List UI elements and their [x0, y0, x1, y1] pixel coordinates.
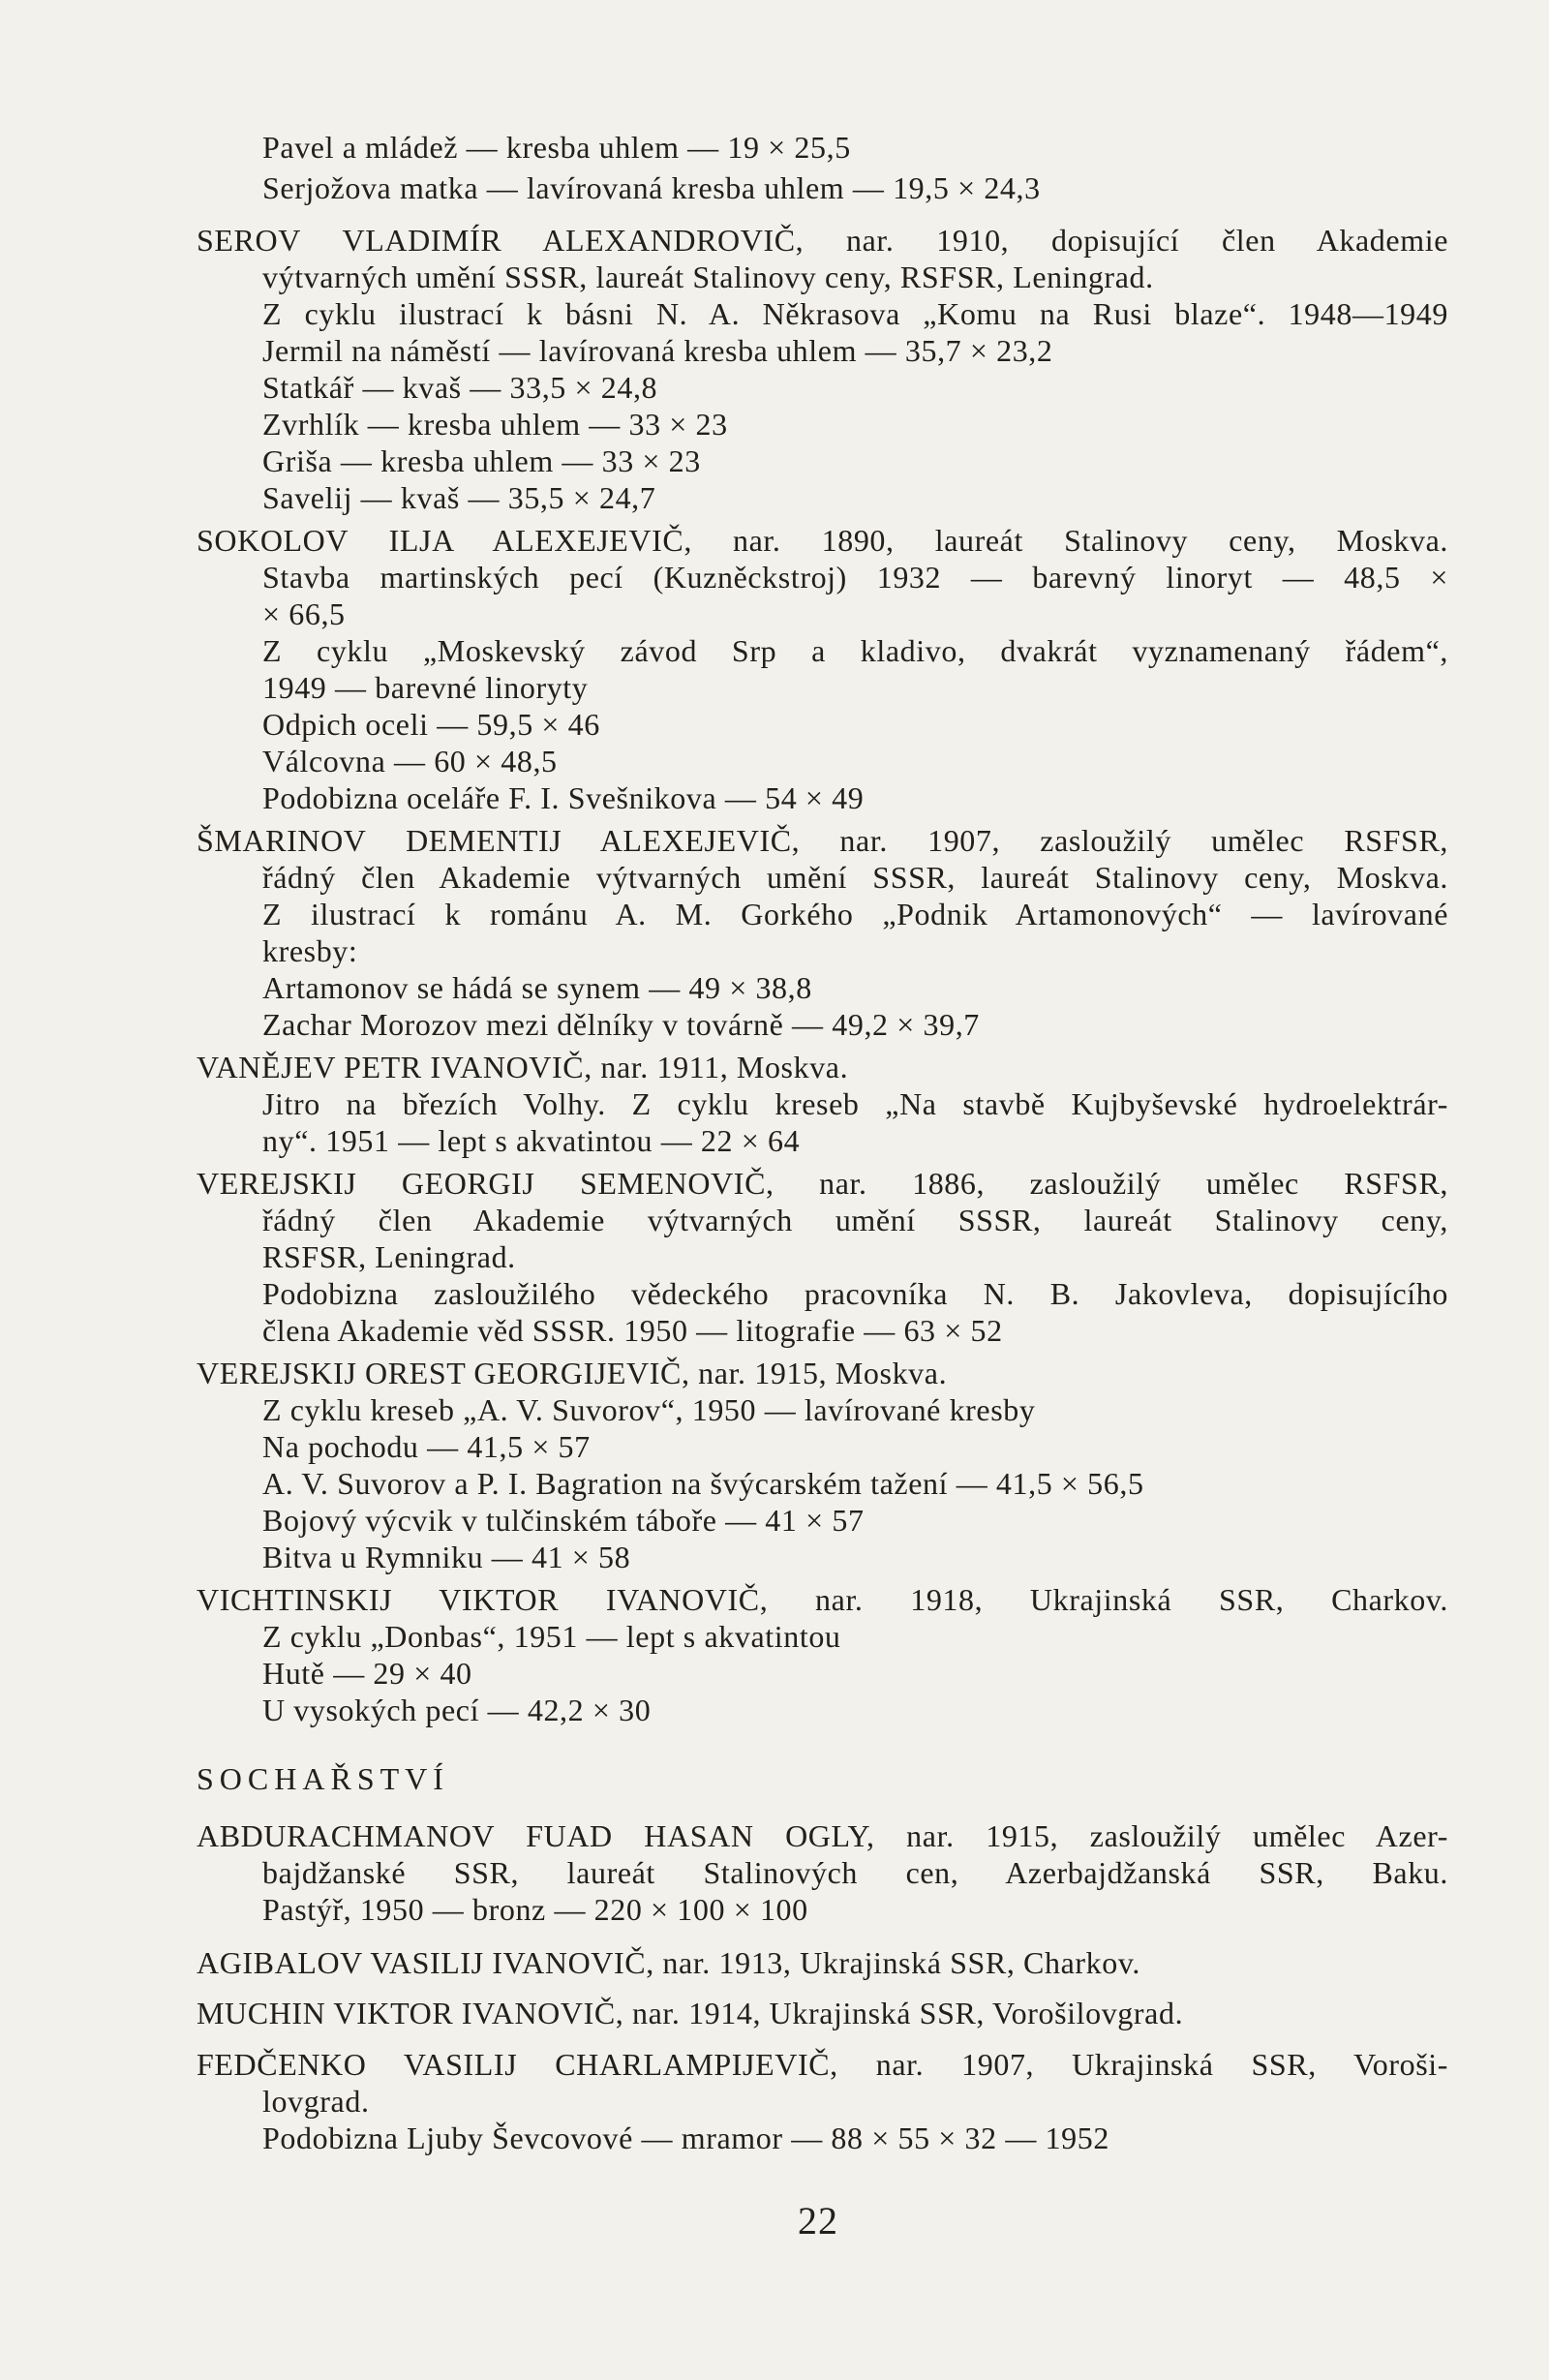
text-line: Z cyklu „Donbas“, 1951 — lept s akvatintou — [262, 1619, 841, 1654]
text-line: Savelij — kvaš — 35,5 × 24,7 — [262, 480, 656, 515]
text-line: bajdžanské SSR, laureát Stalinových cen, Azerbajdžanská SSR, Baku. — [262, 1855, 1448, 1890]
text-line: Podobizna zasloužilého vědeckého pracovníka N. B. Jakovleva, dopisujícího — [262, 1276, 1448, 1311]
text-line: kresby: — [262, 933, 358, 968]
text-line: Z ilustrací k románu A. M. Gorkého „Podnik Artamonových“ — lavírované — [262, 897, 1448, 931]
text-line: Bojový výcvik v tulčinském táboře — 41 × 57 — [262, 1503, 865, 1538]
entry-heading: ŠMARINOV DEMENTIJ ALEXEJEVIČ, nar. 1907, zasloužilý umělec RSFSR, — [197, 823, 1448, 858]
text-line: Statkář — kvaš — 33,5 × 24,8 — [262, 370, 658, 405]
text-line: Pavel a mládež — kresba uhlem — 19 × 25,5 — [262, 130, 851, 165]
text-line: Jermil na náměstí — lavírovaná kresba uhlem — 35,7 × 23,2 — [262, 333, 1053, 368]
text-line: Stavba martinských pecí (Kuzněckstroj) 1932 — barevný linoryt — 48,5 × — [262, 560, 1448, 595]
entry-heading: SEROV VLADIMÍR ALEXANDROVIČ, nar. 1910, dopisující člen Akademie — [197, 223, 1448, 258]
section-title: SOCHAŘSTVÍ — [197, 1761, 449, 1796]
text-line: RSFSR, Leningrad. — [262, 1239, 516, 1274]
text-line: Z cyklu kreseb „A. V. Suvorov“, 1950 — lavírované kresby — [262, 1392, 1036, 1427]
entry-heading: MUCHIN VIKTOR IVANOVIČ, nar. 1914, Ukrajinská SSR, Vorošilovgrad. — [197, 1996, 1184, 2030]
entry-heading: VICHTINSKIJ VIKTOR IVANOVIČ, nar. 1918, Ukrajinská SSR, Charkov. — [197, 1582, 1448, 1617]
text-line: Serjožova matka — lavírovaná kresba uhlem — 19,5 × 24,3 — [262, 170, 1041, 205]
text-line: Podobizna Ljuby Ševcovové — mramor — 88 × 55 × 32 — 1952 — [262, 2121, 1109, 2155]
text-line: řádný člen Akademie výtvarných umění SSSR, laureát Stalinovy ceny, — [262, 1203, 1448, 1237]
text-line: Artamonov se hádá se synem — 49 × 38,8 — [262, 970, 812, 1005]
text-line: 1949 — barevné linoryty — [262, 670, 589, 705]
text-line: výtvarných umění SSSR, laureát Stalinovy ceny, RSFSR, Leningrad. — [262, 259, 1154, 294]
text-line: Z cyklu ilustrací k básni N. A. Někrasova „Komu na Rusi blaze“. 1948—1949 — [262, 296, 1448, 331]
entry-heading: AGIBALOV VASILIJ IVANOVIČ, nar. 1913, Ukrajinská SSR, Charkov. — [197, 1945, 1140, 1980]
text-line: Pastýř, 1950 — bronz — 220 × 100 × 100 — [262, 1892, 808, 1927]
entry-heading: VANĚJEV PETR IVANOVIČ, nar. 1911, Moskva. — [197, 1050, 849, 1084]
entry-heading: VEREJSKIJ GEORGIJ SEMENOVIČ, nar. 1886, zasloužilý umělec RSFSR, — [197, 1166, 1448, 1201]
text-line: A. V. Suvorov a P. I. Bagration na švýcarském tažení — 41,5 × 56,5 — [262, 1466, 1144, 1501]
text-line: Podobizna oceláře F. I. Svešnikova — 54 × 49 — [262, 780, 865, 815]
text-line: Hutě — 29 × 40 — [262, 1656, 472, 1691]
entry-heading: FEDČENKO VASILIJ CHARLAMPIJEVIČ, nar. 1907, Ukrajinská SSR, Voroši- — [197, 2047, 1448, 2082]
text-line: řádný člen Akademie výtvarných umění SSSR, laureát Stalinovy ceny, Moskva. — [262, 860, 1448, 895]
entry-heading: SOKOLOV ILJA ALEXEJEVIČ, nar. 1890, laureát Stalinovy ceny, Moskva. — [197, 523, 1448, 558]
text-line: Na pochodu — 41,5 × 57 — [262, 1429, 591, 1464]
text-line: ny“. 1951 — lept s akvatintou — 22 × 64 — [262, 1123, 801, 1158]
text-line: člena Akademie věd SSSR. 1950 — litografie — 63 × 52 — [262, 1313, 1003, 1348]
text-line: Griša — kresba uhlem — 33 × 23 — [262, 443, 701, 478]
text-line: U vysokých pecí — 42,2 × 30 — [262, 1693, 652, 1727]
text-line: Válcovna — 60 × 48,5 — [262, 744, 558, 778]
entry-heading: VEREJSKIJ OREST GEORGIJEVIČ, nar. 1915, Moskva. — [197, 1356, 948, 1390]
text-line: Bitva u Rymniku — 41 × 58 — [262, 1540, 631, 1574]
entry-heading: ABDURACHMANOV FUAD HASAN OGLY, nar. 1915, zasloužilý umělec Azer- — [197, 1818, 1448, 1853]
page-number: 22 — [798, 2199, 838, 2243]
text-line: Zvrhlík — kresba uhlem — 33 × 23 — [262, 407, 728, 442]
text-line: lovgrad. — [262, 2084, 370, 2119]
text-line: Odpich oceli — 59,5 × 46 — [262, 707, 600, 742]
text-line: × 66,5 — [262, 596, 346, 631]
text-line: Jitro na březích Volhy. Z cyklu kreseb „Na stavbě Kujbyševské hydroelektrár- — [262, 1086, 1448, 1121]
text-line: Zachar Morozov mezi dělníky v továrně — 49,2 × 39,7 — [262, 1007, 980, 1042]
text-line: Z cyklu „Moskevský závod Srp a kladivo, dvakrát vyznamenaný řádem“, — [262, 633, 1448, 668]
